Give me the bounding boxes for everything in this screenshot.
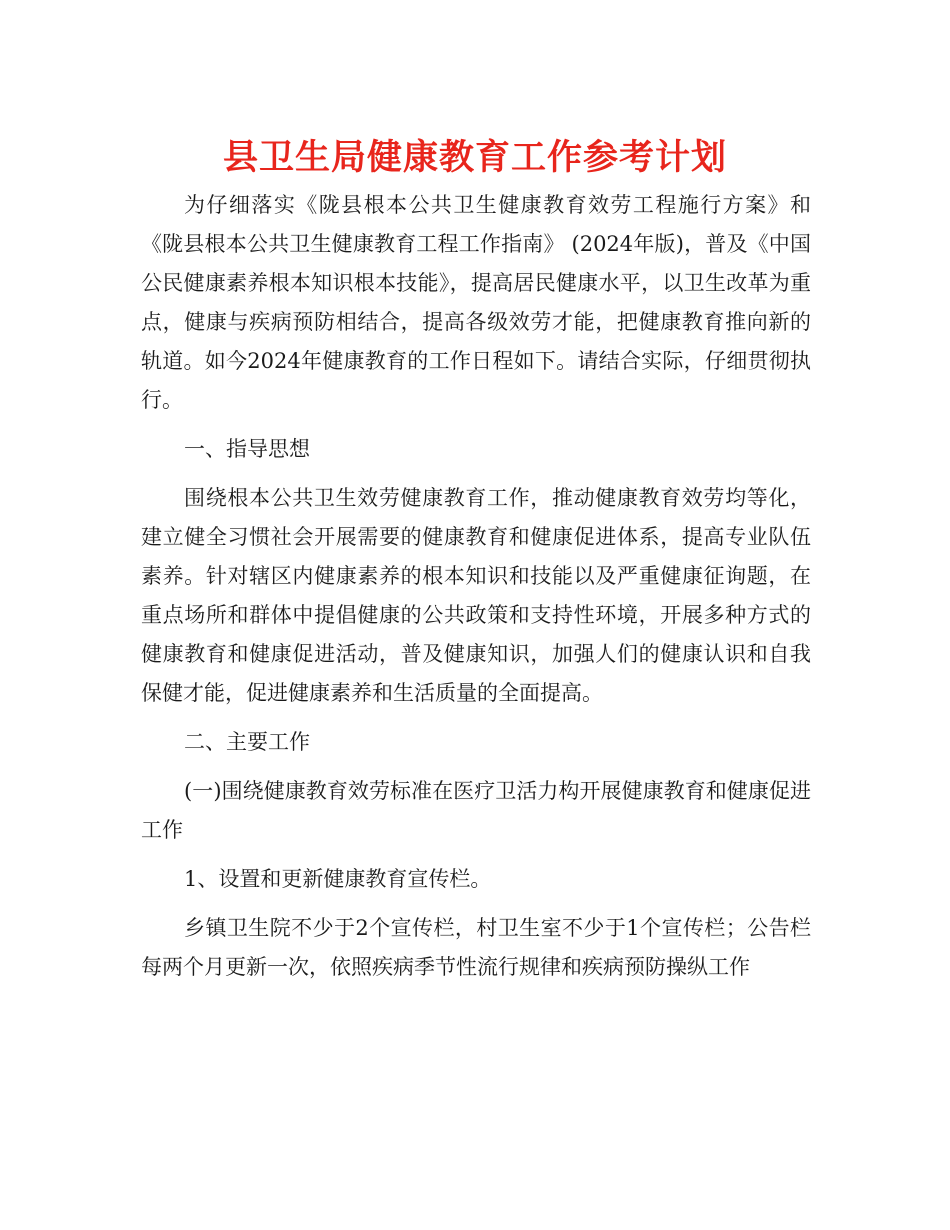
section-heading-main-work: 二、主要工作 [184, 730, 311, 754]
document-body [141, 186, 811, 987]
subsection-heading-1: (一)围绕健康教育效劳标准在医疗卫活力构开展健康教育和健康促进工作 [141, 779, 811, 842]
guiding-thought-paragraph: 围绕根本公共卫生效劳健康教育工作，推动健康教育效劳均等化，建立健全习惯社会开展需要的健康教育和健康促进体系，提高专业队伍素养。针对辖区内健康素养的根本知识和技能以及严重健康征询题，在重点场所和群体中提倡健康的公共政策和支持性环境，开展多种方式的健康教育和健康促进活动，普及健康知识，加强人们的健康认识和自我保健才能，促进健康素养和生活质量的全面提高。 [141, 486, 811, 705]
section-heading-guiding-thought: 一、指导思想 [184, 437, 311, 461]
item-1-heading: 1、设置和更新健康教育宣传栏。 [184, 867, 492, 891]
item-1-detail-paragraph: 乡镇卫生院不少于2个宣传栏，村卫生室不少于1个宣传栏；公告栏每两个月更新一次，依照疾病季节性流行规律和疾病预防操纵工作 [141, 916, 811, 979]
document-title: 县卫生局健康教育工作参考计划 [222, 138, 727, 178]
intro-paragraph: 为仔细落实《陇县根本公共卫生健康教育效劳工程施行方案》和《陇县根本公共卫生健康教育工程工作指南》 (2024年版)，普及《中国公民健康素养根本知识根本技能》，提高居民健康水平，以卫生改革为重点，健康与疾病预防相结合，提高各级效劳才能，把健康教育推向新的轨道。如今2024年健康教育的工作日程如下。请结合实际，仔细贯彻执行。 [141, 193, 811, 412]
